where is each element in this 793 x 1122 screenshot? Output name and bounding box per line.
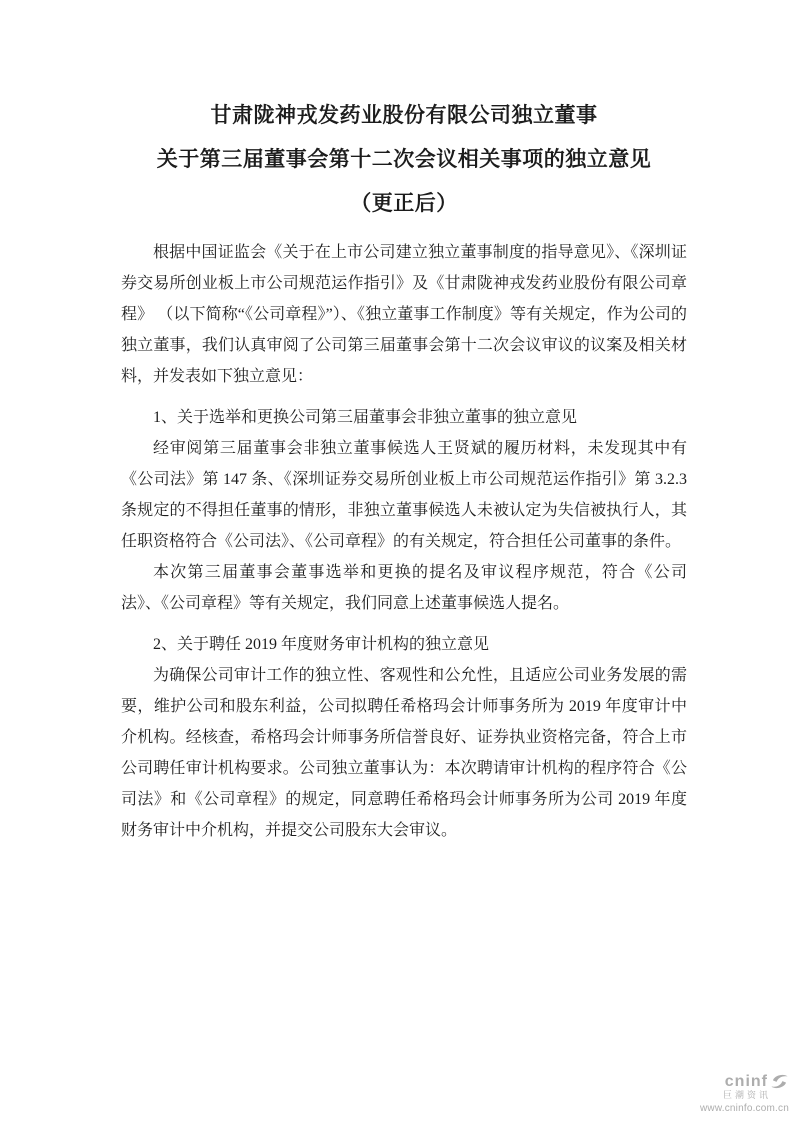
document-title [121, 93, 687, 225]
section-1-paragraph-1: 经审阅第三届董事会非独立董事候选人王贤斌的履历材料，未发现其中有《公司法》第 147 条、《深圳证券交易所创业板上市公司规范运作指引》第 3.2.3 条规定的不得担任董事的情形，非独立董事候选人未被认定为失信被执行人，其任职资格符合《公司法》、《公司章程》的有关规定，符合担任公司董事的条件。 [121, 440, 687, 550]
watermark-brand-text: cninf [724, 1072, 768, 1090]
title-line-1: 甘肃陇神戎发药业股份有限公司独立董事 [210, 103, 598, 127]
section-1-paragraph-2: 本次第三届董事会董事选举和更换的提名及审议程序规范，符合《公司法》、《公司章程》等有关规定，我们同意上述董事候选人提名。 [121, 564, 687, 612]
document-body [121, 237, 687, 846]
title-line-3: （更正后） [350, 191, 458, 215]
title-line-2: 关于第三届董事会第十二次会议相关事项的独立意见 [156, 147, 652, 171]
cninfo-logo-icon [770, 1073, 789, 1090]
watermark-url: www.cninfo.com.cn [700, 1103, 789, 1114]
document-content [121, 93, 687, 846]
cninfo-watermark [700, 1073, 789, 1114]
section-2-paragraph-1: 为确保公司审计工作的独立性、客观性和公允性，且适应公司业务发展的需要，维护公司和股东利益，公司拟聘任希格玛会计师事务所为 2019 年度审计中介机构。经核查，希格玛会计师事务所信誉良好、证券执业资格完备，符合上市公司聘任审计机构要求。公司独立董事认为：本次聘请审计机构的程序符合《公司法》和《公司章程》的规定，同意聘任希格玛会计师事务所为公司 2019 年度财务审计中介机构，并提交公司股东大会审议。 [121, 667, 687, 839]
watermark-chinese-name: 巨潮资讯 [722, 1090, 771, 1101]
watermark-brand-row [700, 1073, 789, 1091]
paragraph-intro: 根据中国证监会《关于在上市公司建立独立董事制度的指导意见》、《深圳证券交易所创业板上市公司规范运作指引》及《甘肃陇神戎发药业股份有限公司章程》 （以下简称“《公司章程》”）、《独立董事工作制度》等有关规定，作为公司的独立董事，我们认真审阅了公司第三届董事会第十二次会议审议的议案及相关材料，并发表如下独立意见： [121, 244, 687, 385]
section-1-heading: 1、关于选举和更换公司第三届董事会非独立董事的独立意见 [153, 409, 578, 426]
section-2-heading: 2、关于聘任 2019 年度财务审计机构的独立意见 [153, 636, 490, 653]
